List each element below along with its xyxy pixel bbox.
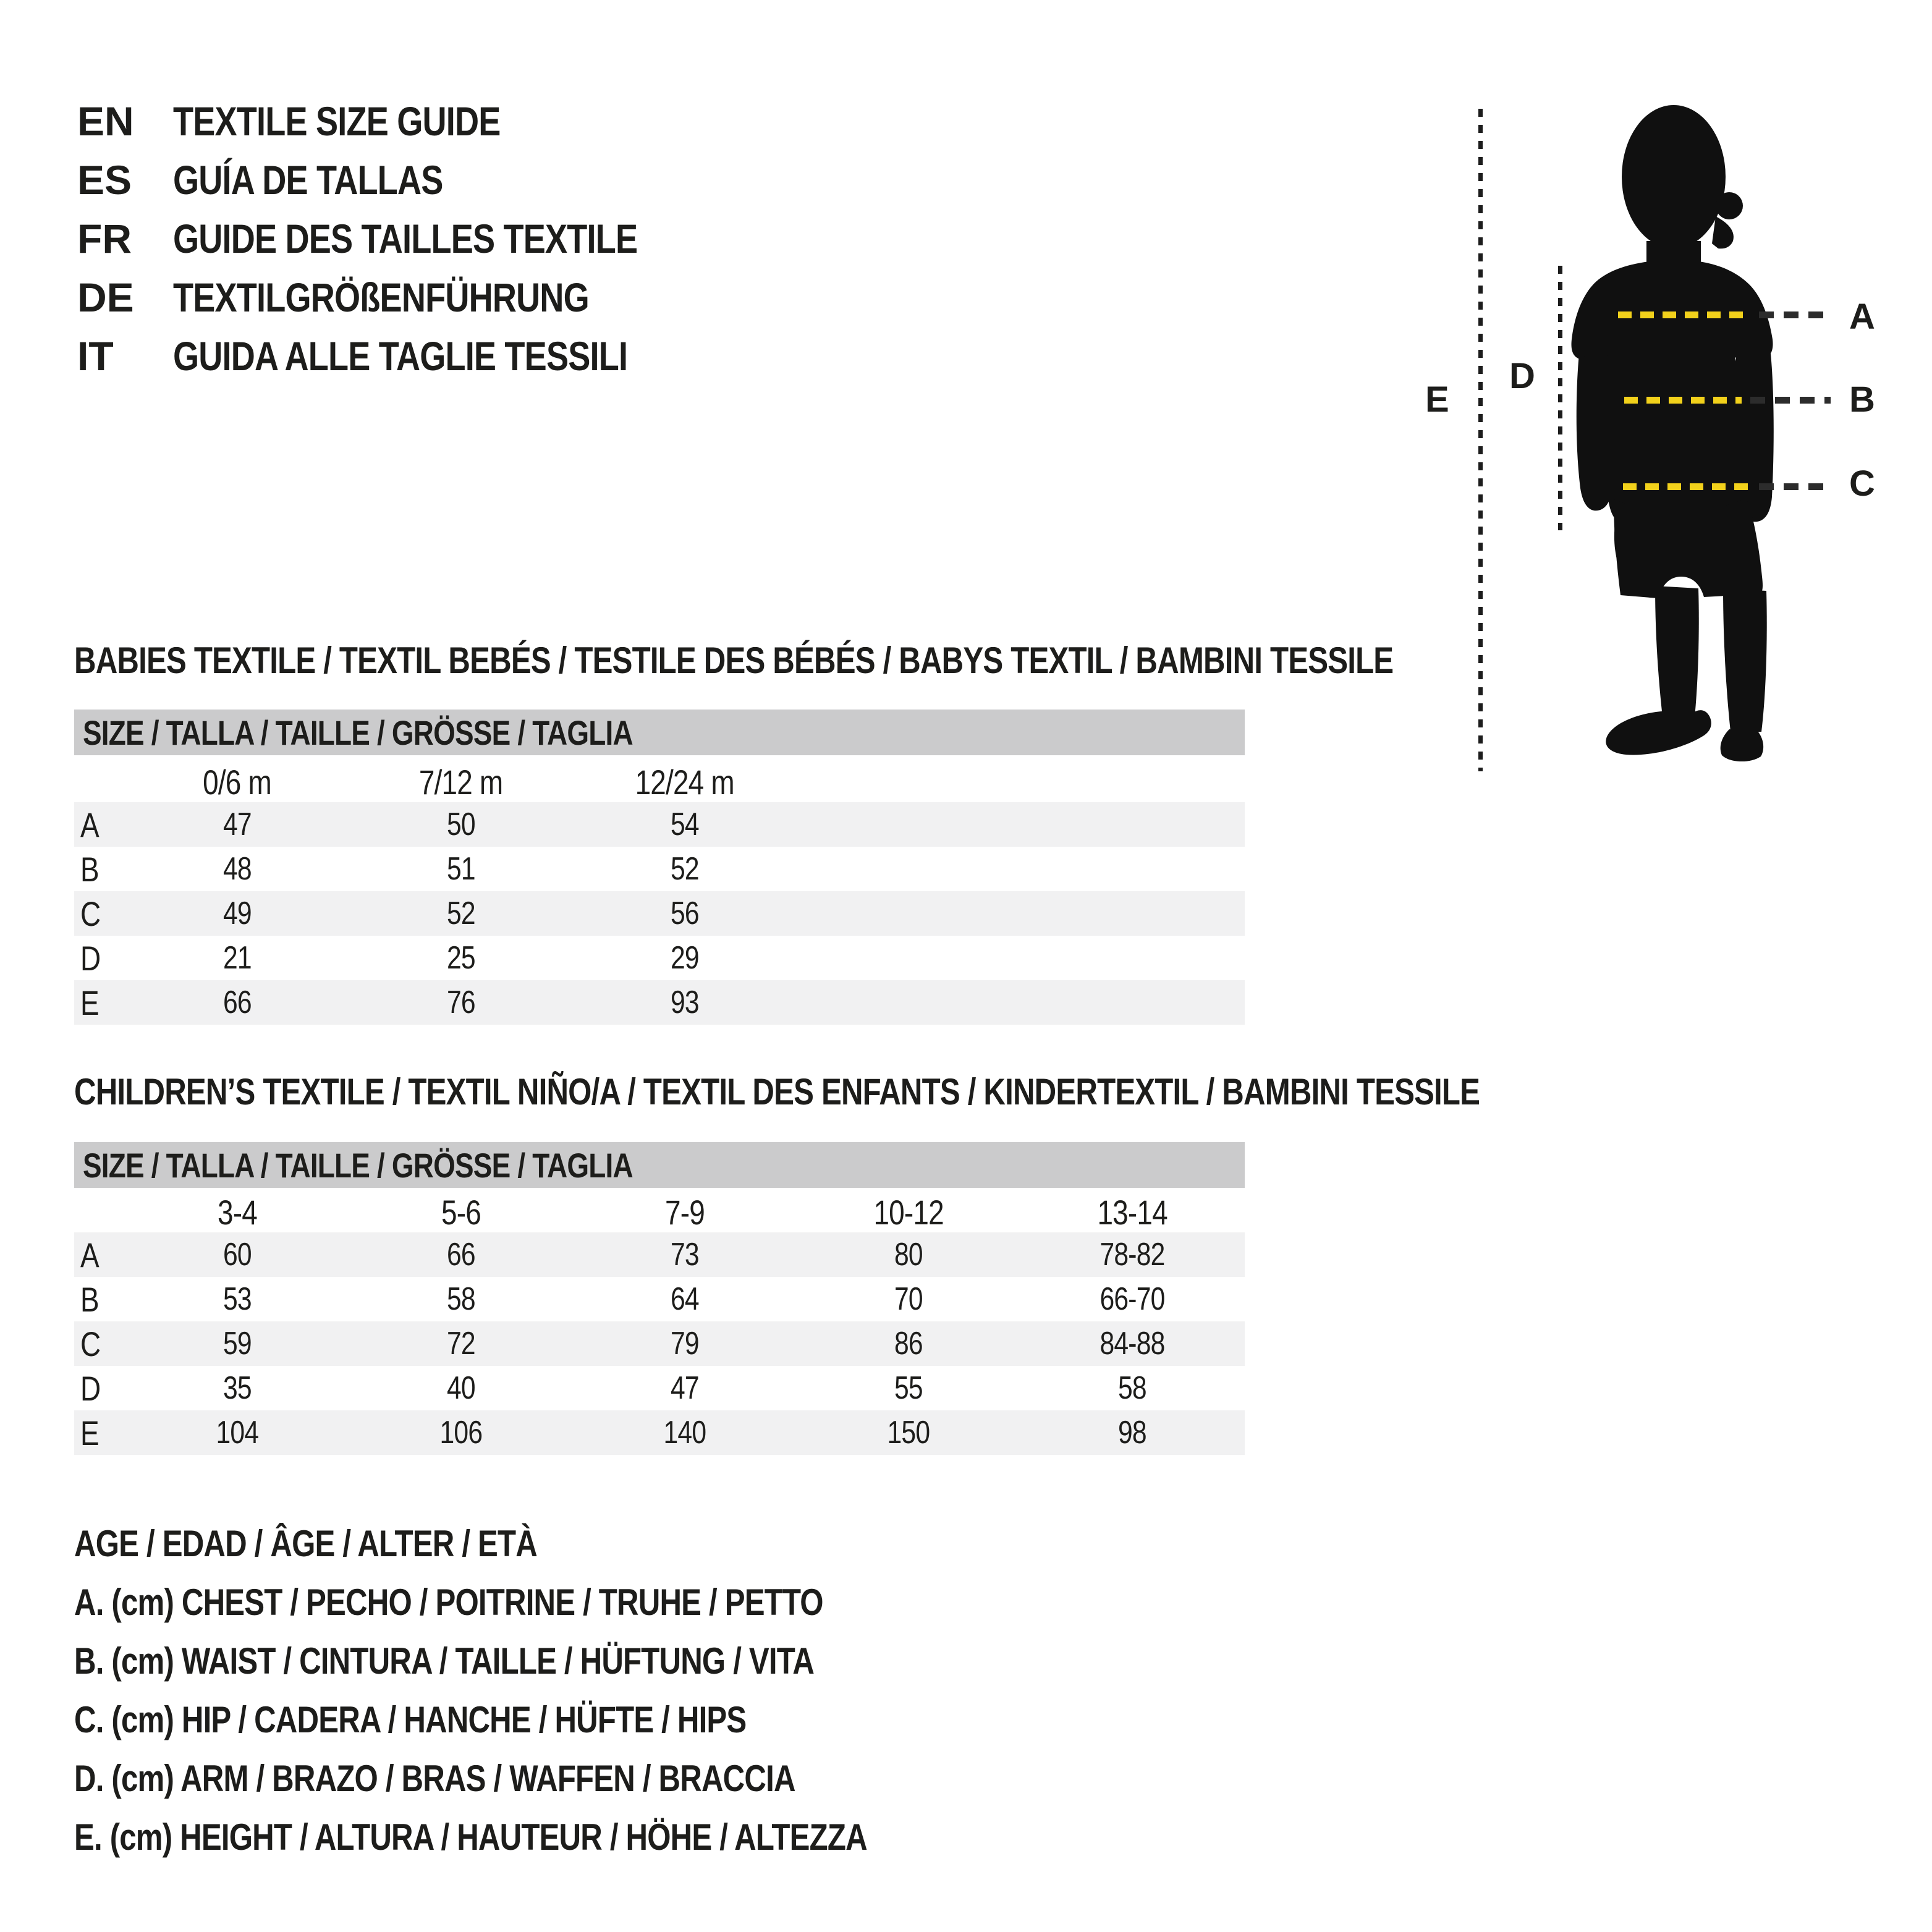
column-header: 0/6 m: [203, 762, 272, 802]
size-cell: 52: [447, 896, 475, 931]
babies-size-header-bar: [74, 710, 1245, 755]
size-cell: 58: [1118, 1370, 1146, 1406]
size-cell: 21: [223, 940, 252, 976]
guide-title: TEXTILGRÖßENFÜHRUNG: [173, 274, 589, 320]
language-row: [77, 333, 739, 391]
size-cell: 98: [1118, 1415, 1146, 1451]
column-header: 7-9: [665, 1192, 705, 1232]
children-column-header-row: [74, 1192, 1245, 1232]
children-table-rows: [74, 1232, 1245, 1455]
row-label: C: [80, 1324, 101, 1363]
size-cell: 52: [671, 851, 699, 887]
size-cell: 72: [447, 1326, 475, 1362]
language-row: [77, 156, 739, 215]
legend-age: AGE / EDAD / ÂGE / ALTER / ETÀ: [74, 1523, 537, 1564]
legend-height: E. (cm) HEIGHT / ALTURA / HAUTEUR / HÖHE / ALTEZZA: [74, 1816, 867, 1858]
column-header: 5-6: [441, 1192, 481, 1232]
size-cell: 140: [663, 1415, 706, 1451]
legend-waist: B. (cm) WAIST / CINTURA / TAILLE / HÜFTUNG / VITA: [74, 1640, 815, 1682]
waist-label: B: [1849, 379, 1875, 420]
guide-title: GUIDA ALLE TAGLIE TESSILI: [173, 333, 628, 379]
row-label: B: [80, 1279, 99, 1319]
size-row-b: [74, 1277, 1245, 1321]
size-row-b: [74, 847, 1245, 891]
size-cell: 40: [447, 1370, 475, 1406]
size-row-d: [74, 1366, 1245, 1410]
language-code: IT: [77, 333, 114, 379]
size-cell: 73: [671, 1237, 699, 1273]
chest-label: A: [1849, 297, 1875, 337]
language-code: ES: [77, 157, 132, 203]
size-cell: 60: [223, 1237, 252, 1273]
size-cell: 58: [447, 1281, 475, 1317]
size-header-label: SIZE / TALLA / TAILLE / GRÖSSE / TAGLIA: [83, 713, 633, 752]
children-size-header-bar: [74, 1142, 1245, 1188]
column-header: 13-14: [1097, 1192, 1167, 1232]
row-label: C: [80, 894, 101, 933]
language-title-block: [77, 98, 739, 391]
guide-title: TEXTILE SIZE GUIDE: [173, 98, 501, 144]
babies-column-header-row: [74, 761, 1245, 802]
row-label: E: [80, 1413, 99, 1452]
measurement-legend: [74, 1522, 1041, 1874]
column-header: 7/12 m: [419, 762, 503, 802]
size-row-a: [74, 1232, 1245, 1277]
size-cell: 80: [894, 1237, 923, 1273]
row-label: E: [80, 983, 99, 1022]
size-row-d: [74, 936, 1245, 980]
waist-dash-yellow: [1624, 397, 1742, 404]
children-section-title: CHILDREN’S TEXTILE / TEXTIL NIÑO/A / TEXTIL DES ENFANTS / KINDERTEXTIL / BAMBINI TESSILE: [74, 1071, 1480, 1112]
size-cell: 70: [894, 1281, 923, 1317]
size-cell: 64: [671, 1281, 699, 1317]
column-header: 3-4: [218, 1192, 257, 1232]
legend-chest: A. (cm) CHEST / PECHO / POITRINE / TRUHE / PETTO: [74, 1582, 823, 1623]
guide-title: GUÍA DE TALLAS: [173, 157, 443, 203]
row-label: B: [80, 849, 99, 889]
size-cell: 66: [223, 985, 252, 1020]
size-row-a: [74, 802, 1245, 847]
size-cell: 93: [671, 985, 699, 1020]
size-cell: 48: [223, 851, 252, 887]
size-cell: 84-88: [1099, 1326, 1165, 1362]
column-header: 12/24 m: [635, 762, 735, 802]
babies-table-rows: [74, 802, 1245, 1025]
size-cell: 76: [447, 985, 475, 1020]
language-code: DE: [77, 274, 134, 320]
size-cell: 104: [216, 1415, 259, 1451]
size-cell: 150: [887, 1415, 930, 1451]
size-cell: 29: [671, 940, 699, 976]
size-cell: 25: [447, 940, 475, 976]
size-cell: 47: [671, 1370, 699, 1406]
size-cell: 50: [447, 807, 475, 842]
language-row: [77, 274, 739, 333]
size-cell: 78-82: [1099, 1237, 1165, 1273]
size-cell: 59: [223, 1326, 252, 1362]
language-code: EN: [77, 98, 134, 144]
row-label: D: [80, 1368, 101, 1408]
chest-dash-dark: [1759, 311, 1831, 318]
hip-label: C: [1849, 464, 1875, 504]
legend-hip: C. (cm) HIP / CADERA / HANCHE / HÜFTE / HIPS: [74, 1699, 747, 1740]
size-cell: 106: [439, 1415, 483, 1451]
height-label: E: [1425, 379, 1449, 420]
size-cell: 49: [223, 896, 252, 931]
size-row-c: [74, 891, 1245, 936]
size-cell: 86: [894, 1326, 923, 1362]
size-header-label: SIZE / TALLA / TAILLE / GRÖSSE / TAGLIA: [83, 1145, 633, 1185]
size-row-e: [74, 980, 1245, 1025]
guide-title: GUIDE DES TAILLES TEXTILE: [173, 216, 638, 261]
language-code: FR: [77, 216, 132, 261]
size-cell: 53: [223, 1281, 252, 1317]
row-label: A: [80, 1235, 99, 1274]
legend-arm: D. (cm) ARM / BRAZO / BRAS / WAFFEN / BRACCIA: [74, 1758, 795, 1799]
size-cell: 47: [223, 807, 252, 842]
row-label: D: [80, 938, 101, 978]
size-row-e: [74, 1410, 1245, 1455]
hip-dash-dark: [1759, 483, 1831, 490]
column-header: 10-12: [873, 1192, 944, 1232]
size-cell: 79: [671, 1326, 699, 1362]
size-cell: 66: [447, 1237, 475, 1273]
size-row-c: [74, 1321, 1245, 1366]
hip-dash-yellow: [1623, 483, 1750, 490]
child-silhouette: [1533, 104, 1792, 784]
size-cell: 54: [671, 807, 699, 842]
chest-dash-yellow: [1618, 311, 1750, 318]
size-cell: 56: [671, 896, 699, 931]
row-label: A: [80, 805, 99, 844]
arm-label: D: [1509, 356, 1535, 396]
language-row: [77, 98, 739, 156]
size-cell: 55: [894, 1370, 923, 1406]
waist-dash-dark: [1750, 397, 1831, 404]
size-cell: 66-70: [1099, 1281, 1165, 1317]
size-cell: 51: [447, 851, 475, 887]
language-row: [77, 215, 739, 274]
size-cell: 35: [223, 1370, 252, 1406]
babies-section-title: BABIES TEXTILE / TEXTIL BEBÉS / TESTILE DES BÉBÉS / BABYS TEXTIL / BAMBINI TESSILE: [74, 640, 1394, 681]
